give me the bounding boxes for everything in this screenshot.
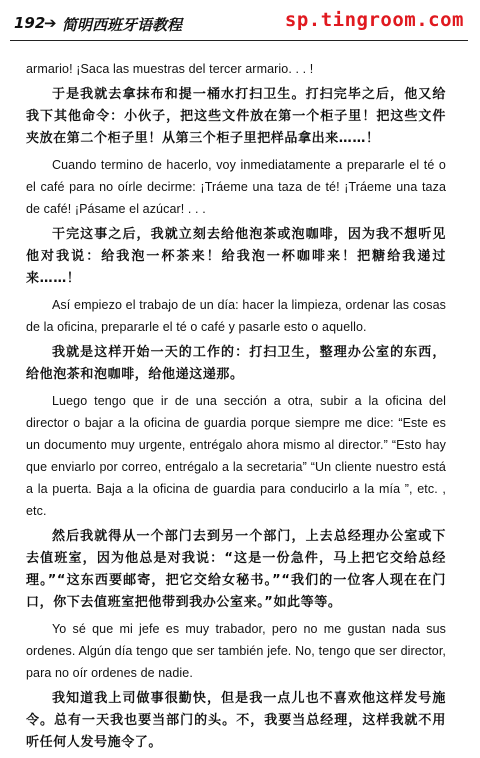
paragraph: 于是我就去拿抹布和提一桶水打扫卫生。打扫完毕之后，他又给我下其他命令：小伙子，把这些文件放在第一个柜子里！把这些文件夹放在第二个柜子里！从第三个柜子里把样品拿出来……！ xyxy=(26,87,446,146)
paragraph: 然后我就得从一个部门去到另一个部门，上去总经理办公室或下去值班室，因为他总是对我说：“这是一份急件，马上把它交给总经理。”“这东西要邮寄，把它交给女秘书。”“我们的一位客人现在在门口，你下去值班室把他带到我办公室来。”如此等等。 xyxy=(26,529,446,610)
arrow-icon: ➔ xyxy=(44,14,57,32)
paragraph: armario! ¡Saca las muestras del tercer armario. . . ! xyxy=(26,62,314,76)
header-rule xyxy=(10,40,468,41)
paragraph: Luego tengo que ir de una sección a otra, subir a la oficina del director o bajar a la oficina de guardia porque siempre me dice: “Este es un documento muy urgente, entrégalo ahora mismo al director.” “Esto hay que enviarlo por correo, entrégalo a la secretaria” “Un cliente nuestro está a la puerta. Baja a la oficina de guardia para conducirlo a la mía ”, etc. , etc. xyxy=(26,394,446,518)
paragraph: 干完这事之后，我就立刻去给他泡茶或泡咖啡，因为我不想听见他对我说：给我泡一杯茶来！给我泡一杯咖啡来！把糖给我递过来……！ xyxy=(26,227,446,286)
paragraph: Así empiezo el trabajo de un día: hacer la limpieza, ordenar las cosas de la oficina, prepararle el té o café y pasarle esto o aquello. xyxy=(26,298,446,334)
page-number: 192 xyxy=(14,14,46,32)
paragraph: 我就是这样开始一天的工作的：打扫卫生，整理办公室的东西，给他泡茶和泡咖啡，给他递这递那。 xyxy=(26,345,446,382)
page-body xyxy=(26,58,446,758)
book-title: 简明西班牙语教程 xyxy=(62,16,183,34)
watermark: sp.tingroom.com xyxy=(284,9,464,31)
paragraph: 我知道我上司做事很勤快，但是我一点儿也不喜欢他这样发号施令。总有一天我也要当部门的头。不，我要当总经理，这样我就不用听任何人发号施令了。 xyxy=(26,691,446,750)
paragraph: Cuando termino de hacerlo, voy inmediatamente a prepararle el té o el café para no oírle decirme: ¡Tráeme una taza de té! ¡Tráeme una taza de café! ¡Pásame el azúcar! . . . xyxy=(26,158,446,216)
paragraph: Yo sé que mi jefe es muy trabador, pero no me gustan nada sus ordenes. Algún día tengo que ser también jefe. No, tengo que ser director, para no oír ordenes de nadie. xyxy=(26,622,446,680)
